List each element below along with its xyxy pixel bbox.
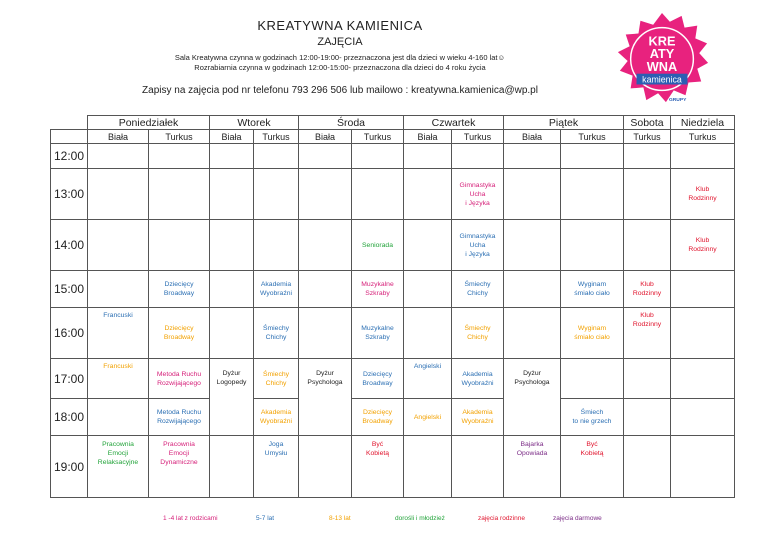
day-header-tuesday: Wtorek (210, 116, 299, 130)
empty-slot (299, 144, 352, 169)
empty-slot (88, 220, 149, 271)
day-header-thursday: Czwartek (404, 116, 504, 130)
class-francuski: Francuski (88, 308, 149, 359)
empty-slot (149, 220, 210, 271)
empty-slot (624, 169, 671, 220)
empty-slot (561, 220, 624, 271)
empty-slot (299, 271, 352, 308)
empty-slot (671, 359, 735, 399)
empty-slot (561, 144, 624, 169)
legend-item-5-7-lat: 5-7 lat (256, 515, 275, 522)
class-pracownia-emocji-dynamiczne: Pracownia Emocji Dynamiczne (149, 436, 210, 498)
class-metoda-ruchu: Metoda Ruchu Rozwijającego (149, 359, 210, 399)
empty-slot (210, 144, 254, 169)
empty-slot (254, 144, 299, 169)
class-byc-kobieta: Być Kobietą (561, 436, 624, 498)
class-dzieciecy-broadway: Dziecięcy Broadway (149, 271, 210, 308)
room-header: Turkus (149, 130, 210, 144)
opening-hours-rozrabiarnia: Rozrabiarnia czynna w godzinach 12:00-15:00- przeznaczona dla dzieci do 4 roku życia (194, 63, 486, 72)
class-klub-rodzinny: Klub Rodzinny (671, 169, 735, 220)
room-header: Biała (210, 130, 254, 144)
empty-slot (299, 436, 352, 498)
class-pracownia-emocji-relaksacyjne: Pracownia Emocji Relaksacyjne (88, 436, 149, 498)
day-header-wednesday: Środa (299, 116, 404, 130)
class-klub-rodzinny: Klub Rodzinny (624, 271, 671, 308)
schedule-title: KREATYWNA KAMIENICA (257, 18, 423, 33)
time-label: 18:00 (51, 399, 88, 436)
class-dzieciecy-broadway: Dziecięcy Broadway (149, 308, 210, 359)
legend-item-1-4-lat: 1 -4 lat z rodzicami (163, 515, 218, 522)
time-label: 14:00 (51, 220, 88, 271)
legend-item-dorosli: dorośli i młodzież (395, 515, 445, 522)
empty-slot (671, 144, 735, 169)
time-label: 16:00 (51, 308, 88, 359)
empty-slot (210, 308, 254, 359)
empty-slot (504, 271, 561, 308)
class-smiechy-chichy: Śmiechy Chichy (452, 271, 504, 308)
empty-slot (504, 169, 561, 220)
class-dzieciecy-broadway: Dziecięcy Broadway (352, 399, 404, 436)
empty-slot (88, 271, 149, 308)
logo-text-1: KRE (648, 33, 676, 49)
empty-slot (254, 169, 299, 220)
class-klub-rodzinny: Klub Rodzinny (671, 220, 735, 271)
empty-slot (561, 359, 624, 399)
empty-slot (452, 144, 504, 169)
corner-cell-2 (51, 130, 88, 144)
class-metoda-ruchu: Metoda Ruchu Rozwijającego (149, 399, 210, 436)
empty-slot (210, 271, 254, 308)
empty-slot (624, 436, 671, 498)
class-seniorada: Seniorada (352, 220, 404, 271)
class-smiechy-chichy: Śmiechy Chichy (254, 308, 299, 359)
legend-item-zajecia-darmowe: zajęcia darmowe (553, 515, 602, 522)
empty-slot (624, 359, 671, 399)
time-label: 12:00 (51, 144, 88, 169)
empty-slot (149, 169, 210, 220)
class-smiech-to-nie-grzech: Śmiech to nie grzech (561, 399, 624, 436)
empty-slot (404, 271, 452, 308)
empty-slot (254, 220, 299, 271)
empty-slot (624, 399, 671, 436)
class-dyzur-logopedy: Dyżur Logopedy (210, 359, 254, 436)
logo-text-2: ATY (649, 46, 675, 62)
class-bajarka-opowiada: Bajarka Opowiada (504, 436, 561, 498)
time-label: 19:00 (51, 436, 88, 498)
day-header-saturday: Sobota (624, 116, 671, 130)
empty-slot (404, 308, 452, 359)
time-label: 13:00 (51, 169, 88, 220)
room-header: Turkus (352, 130, 404, 144)
room-header: Turkus (452, 130, 504, 144)
empty-slot (404, 169, 452, 220)
class-wyginam-smialo-cialo: Wyginam śmiało ciało (561, 308, 624, 359)
class-dyzur-psychologa: Dyżur Psychologa (299, 359, 352, 436)
empty-slot (88, 169, 149, 220)
room-header: Turkus (624, 130, 671, 144)
class-francuski: Francuski (88, 359, 149, 399)
empty-slot (452, 436, 504, 498)
empty-slot (561, 169, 624, 220)
contact-info: Zapisy na zajęcia pod nr telefonu 793 296 506 lub mailowo : kreatywna.kamienica@wp.pl (142, 85, 538, 96)
schedule-table (50, 115, 735, 498)
time-label: 15:00 (51, 271, 88, 308)
class-gimnastyka-ucha: Gimnastyka Ucha i Języka (452, 220, 504, 271)
empty-slot (404, 144, 452, 169)
empty-slot (299, 308, 352, 359)
class-akademia-wyobrazni: Akademia Wyobraźni (452, 359, 504, 399)
room-header: Biała (299, 130, 352, 144)
kreatywna-kamienica-logo (613, 10, 711, 108)
empty-slot (404, 436, 452, 498)
empty-slot (210, 169, 254, 220)
logo-text-4: kamienica (642, 74, 682, 85)
color-legend (0, 515, 768, 527)
room-header: Turkus (254, 130, 299, 144)
empty-slot (299, 169, 352, 220)
legend-item-zajecia-rodzinne: zajęcia rodzinne (478, 515, 525, 522)
empty-slot (504, 220, 561, 271)
legend-item-8-13-lat: 8-13 lat (329, 515, 351, 522)
empty-slot (352, 144, 404, 169)
class-akademia-wyobrazni: Akademia Wyobraźni (254, 271, 299, 308)
room-header: Biała (88, 130, 149, 144)
class-byc-kobieta: Być Kobietą (352, 436, 404, 498)
day-header-monday: Poniedziałek (88, 116, 210, 130)
empty-slot (671, 308, 735, 359)
class-wyginam-smialo-cialo: Wyginam śmiało ciało (561, 271, 624, 308)
empty-slot (671, 436, 735, 498)
day-header-sunday: Niedziela (671, 116, 735, 130)
room-header: Turkus (671, 130, 735, 144)
class-dzieciecy-broadway: Dziecięcy Broadway (352, 359, 404, 399)
time-label: 17:00 (51, 359, 88, 399)
logo-badge: GRUPY (668, 98, 687, 104)
class-gimnastyka-ucha: Gimnastyka Ucha i Języka (452, 169, 504, 220)
empty-slot (624, 144, 671, 169)
empty-slot (88, 144, 149, 169)
class-smiechy-chichy: Śmiechy Chichy (254, 359, 299, 399)
room-header: Turkus (561, 130, 624, 144)
class-muzykalne-szkraby: Muzykalne Szkraby (352, 308, 404, 359)
opening-hours-kreatywna: Sala Kreatywna czynna w godzinach 12:00-19:00- przeznaczona jest dla dzieci w wieku 4-160 lat☺ (174, 53, 506, 62)
day-header-friday: Piątek (504, 116, 624, 130)
room-header: Biała (404, 130, 452, 144)
class-angielski: Angielski (404, 399, 452, 436)
logo-text-3: WNA (646, 58, 678, 74)
class-klub-rodzinny: Klub Rodzinny (624, 308, 671, 359)
schedule-subtitle: ZAJĘCIA (317, 36, 363, 48)
empty-slot (299, 220, 352, 271)
class-smiechy-chichy: Śmiechy Chichy (452, 308, 504, 359)
empty-slot (210, 436, 254, 498)
empty-slot (210, 220, 254, 271)
class-angielski: Angielski (404, 359, 452, 399)
empty-slot (404, 220, 452, 271)
class-akademia-wyobrazni: Akademia Wyobraźni (452, 399, 504, 436)
empty-slot (671, 271, 735, 308)
empty-slot (504, 308, 561, 359)
class-muzykalne-szkraby: Muzykalne Szkraby (352, 271, 404, 308)
empty-slot (88, 399, 149, 436)
empty-slot (149, 144, 210, 169)
class-joga-umyslu: Joga Umysłu (254, 436, 299, 498)
empty-slot (671, 399, 735, 436)
empty-slot (504, 144, 561, 169)
class-akademia-wyobrazni: Akademia Wyobraźni (254, 399, 299, 436)
corner-cell (51, 116, 88, 130)
empty-slot (352, 169, 404, 220)
empty-slot (624, 220, 671, 271)
room-header: Biała (504, 130, 561, 144)
class-dyzur-psychologa: Dyżur Psychologa (504, 359, 561, 436)
